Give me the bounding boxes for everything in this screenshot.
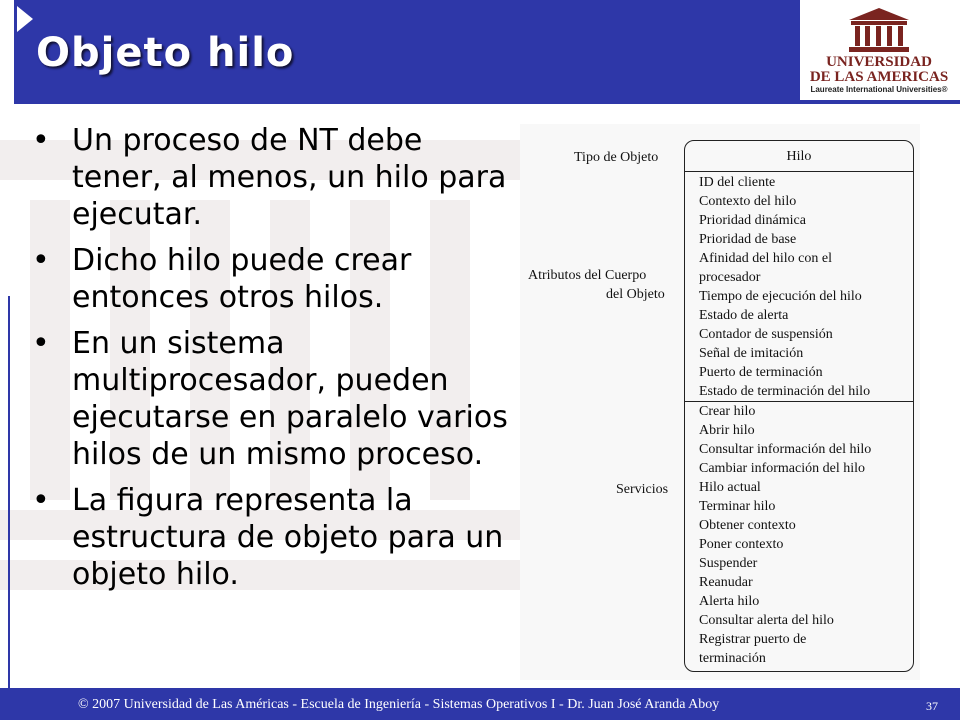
service-item: Obtener contexto [699, 518, 796, 533]
bullet-dot-icon: • [32, 123, 50, 158]
attribute-item: Afinidad del hilo con el [699, 251, 832, 266]
header-rule [800, 100, 960, 104]
service-item: Hilo actual [699, 480, 761, 495]
bullet-list [30, 122, 510, 602]
bullet-text: La figura representa la estructura de objeto para un objeto hilo. [72, 483, 504, 592]
services-list [699, 402, 871, 668]
attribute-item: Puerto de terminación [699, 365, 823, 380]
footer-bar [0, 691, 960, 720]
attribute-item: Estado de terminación del hilo [699, 384, 871, 399]
attribute-item: procesador [699, 270, 761, 285]
figure-label-atributos-2: del Objeto [606, 287, 665, 302]
service-item: Terminar hilo [699, 499, 776, 514]
left-vertical-rule [8, 296, 10, 690]
header-left-stripe [0, 0, 14, 104]
bullet-text: Dicho hilo puede crear entonces otros hilos. [72, 243, 412, 315]
bullet-item [30, 482, 510, 593]
attribute-item: Contador de suspensión [699, 327, 833, 342]
bullet-item [30, 242, 510, 316]
bullet-dot-icon: • [32, 483, 50, 518]
attributes-list [699, 173, 870, 401]
bullet-item [30, 325, 510, 473]
attribute-item: Señal de imitación [699, 346, 804, 361]
bullet-text: Un proceso de NT debe tener, al menos, un hilo para ejecutar. [72, 123, 507, 232]
service-item: Alerta hilo [699, 594, 760, 609]
box-divider-top [685, 171, 913, 172]
bullet-text: En un sistema multiprocesador, pueden ejecutarse en paralelo varios hilos de un mismo proceso. [72, 326, 508, 472]
service-item: Cambiar información del hilo [699, 461, 866, 476]
building-logo-icon [804, 6, 954, 54]
attribute-item: Tiempo de ejecución del hilo [699, 289, 862, 304]
service-item: Registrar puerto de [699, 632, 807, 647]
bullet-dot-icon: • [32, 243, 50, 278]
logo-name-line1: UNIVERSIDAD [826, 54, 932, 70]
service-item: Poner contexto [699, 537, 784, 552]
logo-tagline: Laureate International Universities® [810, 85, 948, 94]
footer-copyright: © 2007 Universidad de Las Américas - Escuela de Ingeniería - Sistemas Operativos I - Dr. Juan José Aranda Aboy [78, 697, 720, 712]
figure-label-atributos-1: Atributos del Cuerpo [528, 268, 647, 283]
university-logo [804, 6, 954, 96]
slide-title: Objeto hilo [36, 30, 295, 76]
service-item: Suspender [699, 556, 758, 571]
page-number: 37 [926, 699, 938, 713]
attribute-item: ID del cliente [699, 175, 776, 190]
bullet-dot-icon: • [32, 326, 50, 361]
object-type-name: Hilo [786, 149, 812, 164]
attribute-item: Prioridad de base [699, 232, 797, 247]
bullet-item [30, 122, 510, 233]
attribute-item: Estado de alerta [699, 308, 789, 323]
object-box [684, 140, 914, 672]
service-item: Crear hilo [699, 404, 756, 419]
service-item: terminación [699, 651, 766, 666]
service-item: Consultar alerta del hilo [699, 613, 834, 628]
figure-label-servicios: Servicios [616, 482, 669, 497]
logo-name-line2: DE LAS AMERICAS [809, 69, 949, 85]
attribute-item: Contexto del hilo [699, 194, 797, 209]
service-item: Reanudar [699, 575, 753, 590]
play-arrow-icon [17, 6, 33, 32]
service-item: Consultar información del hilo [699, 442, 872, 457]
title-bar [0, 0, 800, 104]
attribute-item: Prioridad dinámica [699, 213, 806, 228]
service-item: Abrir hilo [699, 423, 755, 438]
figure-label-tipo: Tipo de Objeto [574, 150, 659, 165]
